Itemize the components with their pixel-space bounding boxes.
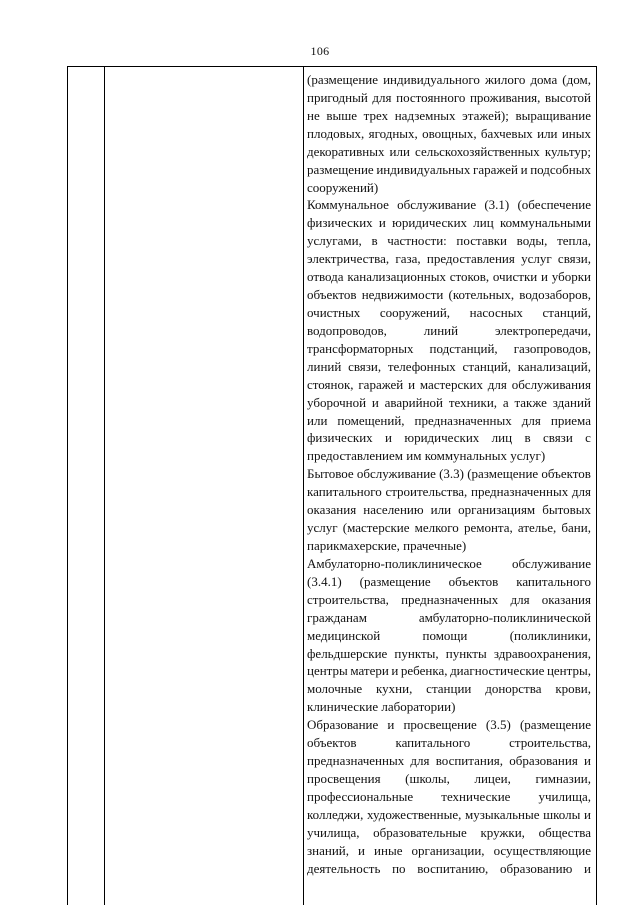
- word: или: [430, 502, 452, 518]
- word: (размещение: [519, 717, 591, 733]
- word: предназначенных: [471, 484, 569, 500]
- permitted-use-cell: [307, 71, 591, 877]
- word: капитального: [516, 573, 591, 589]
- word: помощи: [422, 627, 468, 643]
- word: помещений,: [337, 412, 405, 428]
- word: воспитания,: [435, 753, 504, 769]
- word: электропередачи,: [494, 322, 591, 338]
- word: пункты,: [394, 645, 439, 661]
- word: и: [358, 842, 365, 858]
- word: услуг: [521, 251, 552, 267]
- word: амбулаторно-поликлинической: [418, 609, 591, 625]
- word: (котельных,: [448, 287, 515, 303]
- word: школы: [543, 806, 581, 822]
- word: и: [378, 215, 386, 231]
- land-use-table: [67, 66, 597, 905]
- word: дома: [530, 72, 558, 87]
- word: для: [372, 89, 392, 105]
- word: и: [583, 806, 591, 822]
- word: юридических: [404, 430, 480, 446]
- word: юридических: [392, 215, 468, 231]
- text-paragraph: [307, 71, 591, 196]
- text-line: [307, 250, 591, 268]
- word: центры,: [546, 663, 591, 679]
- word: сельскохозяйственных: [415, 143, 540, 159]
- text-line: [307, 286, 591, 304]
- word: уборочной: [307, 394, 367, 410]
- word: обслуживания: [511, 376, 591, 392]
- word: тепла,: [557, 233, 591, 249]
- word: предназначенных: [307, 753, 405, 769]
- word: строительства,: [307, 591, 389, 607]
- word: художественные,: [367, 806, 462, 822]
- word: с: [585, 430, 591, 446]
- word: обслуживание: [356, 466, 436, 482]
- word: гимназии,: [535, 770, 591, 786]
- text-paragraph: [307, 716, 591, 877]
- word: овощных,: [422, 125, 477, 141]
- word: линий: [307, 358, 342, 374]
- word: электричества,: [307, 251, 390, 267]
- word: медицинской: [307, 627, 381, 643]
- word: трех: [363, 107, 389, 123]
- word: лицеи,: [474, 770, 511, 786]
- word: предоставления: [426, 251, 515, 267]
- word: иных: [561, 125, 591, 141]
- word: музыкальные: [465, 806, 540, 822]
- word: лиц: [491, 430, 513, 446]
- text-line: клинические лаборатории): [307, 699, 456, 715]
- word: или: [537, 125, 558, 141]
- word: водозаборов,: [519, 287, 591, 303]
- word: этажей);: [462, 107, 509, 123]
- word: мастерских: [419, 376, 483, 392]
- word: газа,: [395, 251, 421, 267]
- word: профессиональные: [307, 788, 414, 804]
- word: осуществляющие: [493, 842, 591, 858]
- text-line: [307, 214, 591, 232]
- word: частности:: [387, 233, 447, 249]
- text-line: [307, 161, 591, 179]
- word: и: [541, 269, 548, 285]
- word: здравоохранения,: [493, 645, 591, 661]
- word: или: [389, 143, 410, 159]
- word: для: [487, 376, 507, 392]
- word: Коммунальное: [307, 197, 389, 213]
- word: проживания,: [469, 89, 541, 105]
- word: уборки: [551, 269, 591, 285]
- text-line: предоставлением им коммунальных услуг): [307, 448, 546, 464]
- word: (обеспечение: [517, 197, 591, 213]
- word: газопроводов,: [513, 340, 591, 356]
- word: плодовых,: [307, 125, 365, 141]
- word: а: [502, 394, 509, 410]
- word: ателье,: [517, 520, 557, 536]
- word: для: [510, 591, 530, 607]
- word: предназначенных: [414, 412, 512, 428]
- word: физических: [307, 215, 373, 231]
- word: и: [371, 394, 379, 410]
- word: оказания: [541, 591, 591, 607]
- word: технические: [441, 788, 511, 804]
- word: связи,: [348, 358, 382, 374]
- text-line: [307, 89, 591, 107]
- word: (3.1): [484, 197, 510, 213]
- word: и: [387, 717, 395, 733]
- word: очистки: [492, 269, 538, 285]
- text-line: [307, 429, 591, 447]
- word: объектов: [448, 573, 499, 589]
- word: техники,: [448, 394, 498, 410]
- word: канализационных: [347, 269, 446, 285]
- word: в: [371, 233, 378, 249]
- word: деятельность: [307, 860, 381, 876]
- text-line: [307, 340, 591, 358]
- word: (размещение: [467, 466, 539, 482]
- word: просвещение: [403, 717, 477, 733]
- word: (размещение: [307, 72, 379, 87]
- word: подсобных: [530, 161, 591, 177]
- word: услугами,: [307, 233, 362, 249]
- text-line: [307, 824, 591, 842]
- word: (3.3): [439, 466, 465, 482]
- word: предназначенных: [401, 591, 499, 607]
- text-line: [307, 232, 591, 250]
- text-line: [307, 662, 591, 680]
- word: общества: [538, 824, 591, 840]
- text-line: [307, 304, 591, 322]
- word: образованию: [499, 860, 573, 876]
- word: (3.4.1): [307, 573, 342, 589]
- word: объектов: [541, 466, 591, 482]
- word: коммунальными: [499, 215, 591, 231]
- word: и: [520, 161, 528, 177]
- word: ягодных,: [368, 125, 418, 141]
- word: (мастерские: [342, 520, 410, 536]
- text-line: [307, 322, 591, 340]
- word: (поликлиники,: [509, 627, 591, 643]
- word: стоков,: [449, 269, 490, 285]
- word: оказания: [307, 502, 357, 518]
- word: и: [584, 753, 591, 769]
- text-line: [307, 788, 591, 806]
- word: мелкого: [414, 520, 459, 536]
- word: бытовых: [542, 502, 591, 518]
- text-paragraph: [307, 465, 591, 555]
- word: образования: [509, 753, 578, 769]
- word: ребенка,: [400, 663, 448, 679]
- word: трансформаторных: [307, 340, 414, 356]
- word: лиц: [473, 215, 494, 231]
- word: капитального: [307, 484, 382, 500]
- word: не: [307, 107, 320, 123]
- word: связи: [542, 430, 573, 446]
- text-line: [307, 501, 591, 519]
- word: образовательные: [373, 824, 467, 840]
- word: выращивание: [515, 107, 591, 123]
- word: гаражей: [358, 376, 404, 392]
- word: надземных: [394, 107, 456, 123]
- word: поставки: [456, 233, 507, 249]
- word: станции: [426, 681, 472, 697]
- word: линий: [423, 322, 459, 338]
- word: и: [408, 376, 416, 392]
- word: жилого: [484, 72, 526, 87]
- word: обслуживание: [397, 197, 477, 213]
- text-line: [307, 412, 591, 430]
- word: Амбулаторно-поликлиническое: [307, 555, 482, 571]
- page-number: 106: [310, 44, 330, 58]
- word: и: [385, 430, 392, 446]
- word: Образование: [307, 717, 379, 733]
- word: размещение: [307, 161, 374, 177]
- word: (размещение: [359, 573, 431, 589]
- word: матери: [350, 663, 389, 679]
- text-line: [307, 394, 591, 412]
- word: и: [391, 663, 399, 679]
- word: высотой: [545, 89, 591, 105]
- text-line: [307, 860, 591, 878]
- word: воспитанию,: [417, 860, 489, 876]
- word: очистных: [307, 304, 361, 320]
- word: физических: [307, 430, 373, 446]
- text-line: [307, 680, 591, 698]
- text-line: [307, 125, 591, 143]
- word: станций,: [542, 304, 591, 320]
- word: станций,: [462, 358, 512, 374]
- word: для: [571, 484, 591, 500]
- word: строительства,: [509, 735, 591, 751]
- text-line: [307, 716, 591, 734]
- text-line: [307, 573, 591, 591]
- word: гаражей: [473, 161, 518, 177]
- word: просвещения: [307, 770, 381, 786]
- word: выше: [326, 107, 358, 123]
- word: подстанций,: [429, 340, 498, 356]
- word: училища,: [307, 824, 360, 840]
- word: донорства: [485, 681, 542, 697]
- word: иные: [374, 842, 403, 858]
- word: пригодный: [307, 89, 368, 105]
- text-line: [307, 842, 591, 860]
- text-line: [307, 770, 591, 788]
- word: организациям: [458, 502, 536, 518]
- text-line: [307, 107, 591, 125]
- word: воды,: [516, 233, 548, 249]
- text-line: [307, 465, 591, 483]
- text-line: [307, 734, 591, 752]
- text-line: [307, 71, 591, 89]
- word: бани,: [561, 520, 591, 536]
- word: диагностические: [450, 663, 545, 679]
- word: зданий: [552, 394, 591, 410]
- word: водопроводов,: [307, 322, 387, 338]
- word: для: [521, 412, 541, 428]
- word: стоянок,: [307, 376, 354, 392]
- text-line: [307, 627, 591, 645]
- word: училища,: [538, 788, 591, 804]
- word: недвижимости: [361, 287, 444, 303]
- word: в: [524, 430, 531, 446]
- word: объектов: [307, 735, 357, 751]
- text-line: [307, 806, 591, 824]
- word: отвода: [307, 269, 344, 285]
- word: колледжи,: [307, 806, 364, 822]
- text-line: [307, 376, 591, 394]
- word: крови,: [555, 681, 591, 697]
- word: и: [583, 860, 591, 876]
- text-line: [307, 196, 591, 214]
- word: индивидуальных: [376, 161, 471, 177]
- word: услуг: [307, 520, 338, 536]
- word: строительства,: [385, 484, 468, 500]
- word: культур;: [544, 143, 591, 159]
- word: телефонных: [387, 358, 456, 374]
- text-line: сооружений): [307, 179, 379, 195]
- word: связи,: [557, 251, 591, 267]
- word: фельдшерские: [307, 645, 388, 661]
- text-line: [307, 268, 591, 286]
- column-divider: [104, 67, 105, 905]
- word: сооружений,: [379, 304, 451, 320]
- word: или: [307, 412, 328, 428]
- word: бахчевых: [480, 125, 533, 141]
- word: кружки,: [480, 824, 525, 840]
- word: приема: [550, 412, 591, 428]
- word: ремонта,: [463, 520, 513, 536]
- text-paragraph: [307, 555, 591, 716]
- word: организации,: [411, 842, 485, 858]
- word: для: [410, 753, 430, 769]
- word: насосных: [469, 304, 523, 320]
- word: по: [392, 860, 406, 876]
- word: Бытовое: [307, 466, 354, 482]
- text-line: [307, 519, 591, 537]
- word: обслуживание: [511, 555, 591, 571]
- word: также: [514, 394, 547, 410]
- word: канализаций,: [517, 358, 591, 374]
- text-line: [307, 143, 591, 161]
- word: населению: [363, 502, 424, 518]
- text-line: [307, 555, 591, 573]
- column-divider: [303, 67, 304, 905]
- text-line: [307, 591, 591, 609]
- word: объектов: [307, 287, 357, 303]
- word: знаний,: [307, 842, 349, 858]
- text-line: [307, 645, 591, 663]
- word: капитального: [395, 735, 471, 751]
- text-line: [307, 358, 591, 376]
- word: аварийной: [384, 394, 443, 410]
- word: декоративных: [307, 143, 385, 159]
- word: гражданам: [307, 609, 367, 625]
- word: пункты: [445, 645, 487, 661]
- word: постоянного: [396, 89, 466, 105]
- text-line: [307, 483, 591, 501]
- text-line: [307, 609, 591, 627]
- word: индивидуального: [383, 72, 480, 87]
- word: молочные: [307, 681, 363, 697]
- word: (школы,: [405, 770, 450, 786]
- word: центры: [307, 663, 348, 679]
- word: (дом,: [562, 72, 591, 87]
- text-line: парикмахерские, прачечные): [307, 537, 467, 553]
- word: кухни,: [376, 681, 413, 697]
- text-line: [307, 752, 591, 770]
- text-paragraph: [307, 196, 591, 465]
- word: (3.5): [485, 717, 511, 733]
